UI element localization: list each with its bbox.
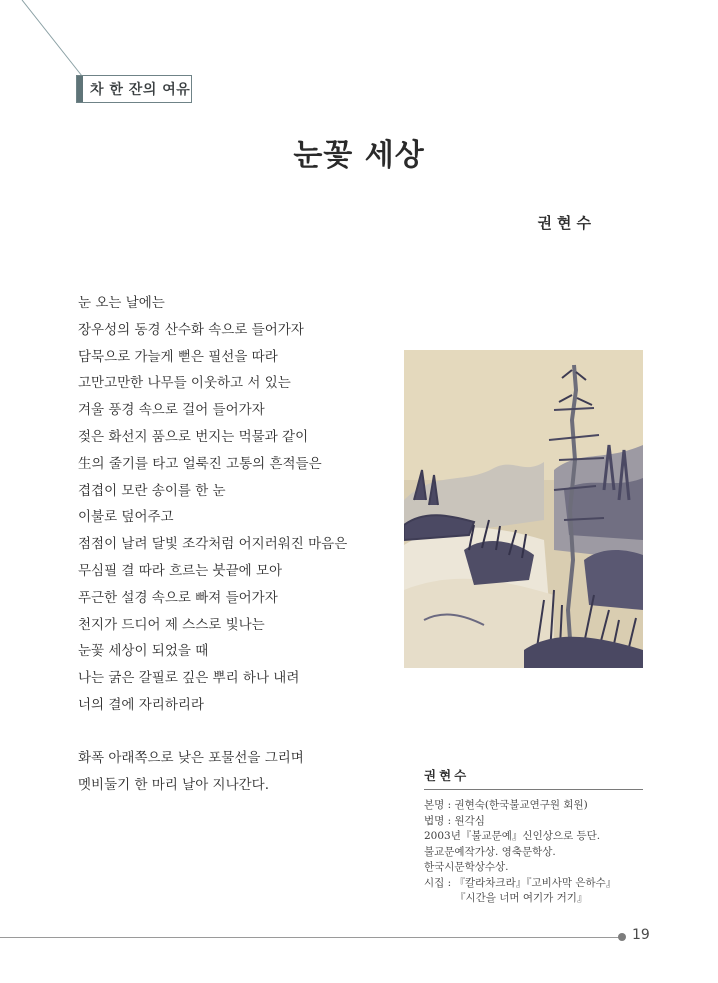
bio-line: 한국시문학상수상. <box>424 861 509 873</box>
poem-line: 화폭 아래쪽으로 낮은 포물선을 그리며 <box>78 749 304 766</box>
page-number: 19 <box>632 927 650 943</box>
poem-body <box>78 290 408 798</box>
bio-line: 2003년『불교문예』신인상으로 등단. <box>424 830 601 842</box>
poem-line: 너의 결에 자리하리라 <box>78 696 204 713</box>
poem-line: 천지가 드디어 제 스스로 빛나는 <box>78 616 265 633</box>
decorative-diagonal-line <box>0 0 100 80</box>
poem-line: 고만고만한 나무들 이웃하고 서 있는 <box>78 375 291 392</box>
poem-title: 눈꽃 세상 <box>293 138 425 173</box>
bio-line: 법명 : 원각심 <box>424 814 485 827</box>
footer-dot <box>618 933 626 941</box>
bio-line: 본명 : 권현숙(한국불교연구원 회원) <box>424 799 588 811</box>
poem-line: 눈 오는 날에는 <box>78 295 165 311</box>
bio-details <box>424 798 643 907</box>
section-tag <box>76 75 192 103</box>
poem-line: 나는 굵은 갈필로 깊은 뿌리 하나 내려 <box>78 670 300 687</box>
poem-line: 푸근한 설경 속으로 빠져 들어가자 <box>78 589 278 606</box>
footer-rule <box>0 937 624 938</box>
poem-line: 겨울 풍경 속으로 걸어 들어가자 <box>78 402 265 419</box>
stanza-gap <box>78 719 408 745</box>
poem-author: 권현수 <box>537 214 596 232</box>
poem-line: 멧비둘기 한 마리 날아 지나간다. <box>78 776 269 793</box>
poem-line: 이불로 덮어주고 <box>78 509 174 526</box>
poem-line: 눈꽃 세상이 되었을 때 <box>78 643 209 660</box>
author-bio <box>424 766 643 907</box>
poem-line: 生의 줄기를 타고 얼룩진 고통의 흔적들은 <box>78 455 322 472</box>
poem-line: 젖은 화선지 품으로 번지는 먹물과 같이 <box>78 428 309 445</box>
poem-line: 장우성의 동경 산수화 속으로 들어가자 <box>78 321 304 338</box>
bio-line-indented: 『시간을 너머 여기가 거기』 <box>455 892 588 904</box>
ink-landscape-painting <box>404 350 643 668</box>
poem-line: 겹겹이 모란 송이를 한 눈 <box>78 482 226 499</box>
bio-line: 시집 : 『칼라차크라』『고비사막 은하수』 <box>424 876 617 889</box>
bio-line: 불교문예작가상. 영축문학상. <box>424 845 556 858</box>
poem-line: 점점이 날려 달빛 조각처럼 어지러워진 마음은 <box>78 536 348 553</box>
section-tag-label: 차 한 잔의 여유 <box>90 82 191 98</box>
poem-line: 무심필 결 따라 흐르는 붓끝에 모아 <box>78 562 283 579</box>
bio-author-name: 권현수 <box>424 766 643 790</box>
poem-line: 담묵으로 가늘게 뻗은 필선을 따라 <box>78 348 278 365</box>
